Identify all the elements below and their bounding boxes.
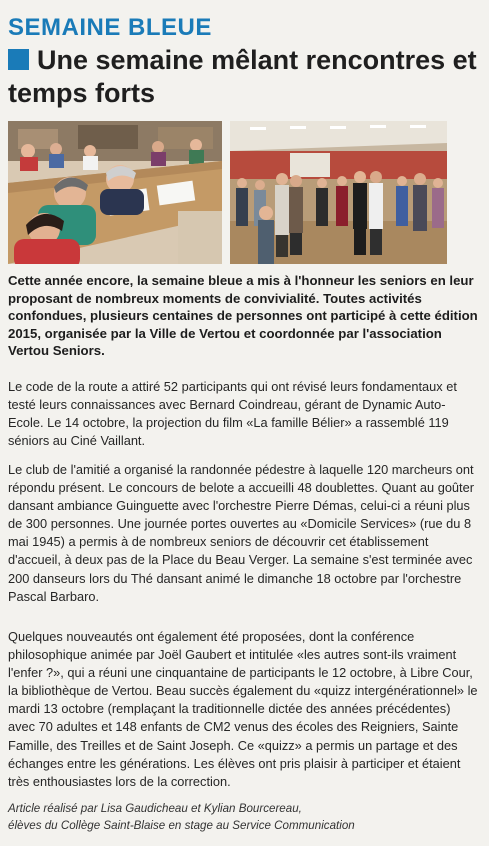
- photo-the-dansant: [230, 121, 447, 264]
- article-lead: Cette année encore, la semaine bleue a mis à l'honneur les seniors en leur proposant de nombreux moments de convivialité. Toutes activités confondues, plusieurs centaines de personnes ont participé à cette édition 2015, organisée par la Ville de Vertou et coordonnée par l'association Vertou Seniors.: [8, 273, 478, 359]
- article-paragraph: Le club de l'amitié a organisé la randonnée pédestre à laquelle 120 marcheurs ont répondu présent. Le concours de belote a accueilli 48 doublettes. Quant au goûter dansant ambiance Guinguette avec l'orchestre Pierre Démas, celui-ci a réuni plus de 300 personnes. Une journée portes ouvertes au «Domicile Services» (rue du 8 mai 1945) a permis à de nombreux seniors de découvrir cet établissement d'accueil, à deux pas de la Place du Beau Verger. La semaine s'est terminée avec 200 danseurs lors du Thé dansant animé le dimanche 18 octobre par l'orchestre Pascal Barbaro.: [8, 462, 474, 604]
- photo-classroom-illustration: [8, 121, 222, 264]
- headline: [8, 44, 478, 110]
- article-paragraph: Le code de la route a attiré 52 participants qui ont révisé leurs fondamentaux et testé leurs connaissances avec Bernard Coindreau, gérant de Dynamic Auto-Ecole. Le 14 octobre, la projection du film «La famille Bélier» a rassemblé 119 séniors au Ciné Vaillant.: [8, 379, 457, 449]
- photo-dance-hall-illustration: [230, 121, 447, 264]
- article-credit: [8, 801, 478, 834]
- section-kicker: SEMAINE BLEUE: [8, 14, 212, 41]
- credit-line: Article réalisé par Lisa Gaudicheau et Kylian Bourcereau,: [8, 802, 302, 815]
- credit-line: élèves du Collège Saint-Blaise en stage au Service Communication: [8, 818, 355, 832]
- photo-code-de-la-route: [8, 121, 222, 264]
- blue-square-icon: [8, 49, 29, 70]
- headline-text: Une semaine mêlant rencontres et temps forts: [8, 45, 477, 108]
- article-paragraph: Quelques nouveautés ont également été proposées, dont la conférence philosophique animée par Joël Gaubert et intitulée «les autres sont-ils vraiment l'enfer ?», qui a réuni une cinquantaine de participants le 12 octobre, à Libre Cour, la bibliothèque de Vertou. Beau succès également du «quizz intergénérationnel» le mardi 13 octobre (remplaçant la traditionnelle dictée des années précédentes) avec 70 adultes et 148 enfants de CM2 venus des écoles des Reigniers, Sainte Famille, des Treilles et de Saint Joseph. Ce «quizz» a permis un partage et des échanges entre les générations. Les élèves ont pris plaisir à participer et étaient très enthousiastes lors de la correction.: [8, 629, 478, 789]
